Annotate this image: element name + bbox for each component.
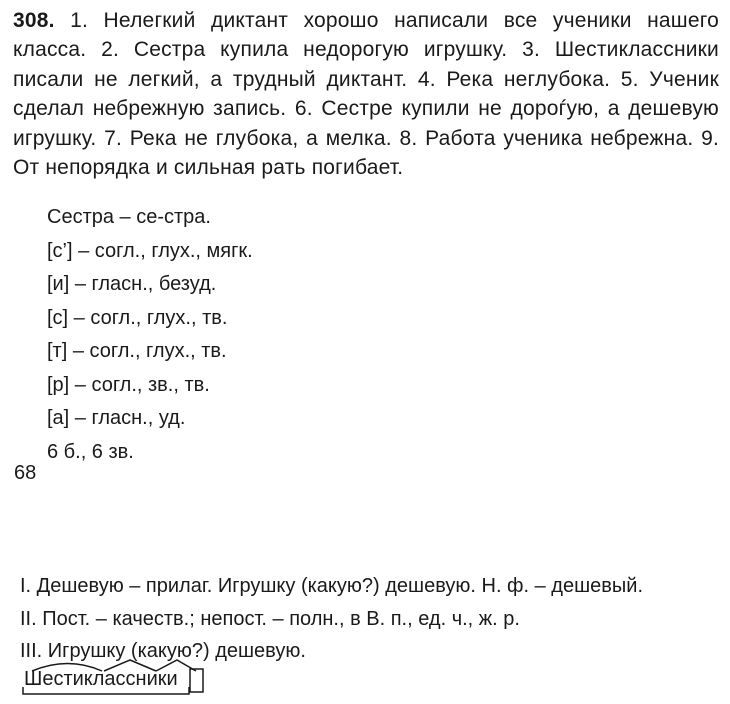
word-composition-scheme <box>20 657 220 697</box>
phonetic-line: [и] – гласн., безуд. <box>47 273 217 295</box>
parsing-line: I. Дешевую – прилаг. Игрушку (какую?) дешевую. Н. ф. – дешевый. <box>20 575 643 597</box>
exercise-text: 1. Нелегкий диктант хорошо написали все ученики нашего класса. 2. Сестра купила недорогую игрушку. 3. Шестиклассники писали не легкий, а трудный диктант. 4. Река неглубока. 5. Ученик сделал небрежную запись. 6. Сестре купили не дороѓую, а дешевую игрушку. 7. Река не глубока, а мелка. 8. Работа ученика небрежна. 9. От непорядка и сильная рать погибает. <box>13 9 719 180</box>
ending-box <box>190 669 203 692</box>
exercise-number: 308. <box>13 9 55 32</box>
phonetic-analysis <box>47 201 253 469</box>
phonetic-line: [т] – согл., глух., тв. <box>47 340 227 362</box>
phonetic-line: [с’] – согл., глух., мягк. <box>47 239 253 262</box>
suffix-mark <box>104 660 156 671</box>
stem-bracket <box>23 687 189 694</box>
phonetic-line: [а] – гласн., уд. <box>47 407 186 429</box>
morpheme-marks <box>20 657 220 697</box>
phonetic-line: [р] – согл., зв., тв. <box>47 373 210 396</box>
exercise-paragraph <box>13 6 719 182</box>
root-arc <box>32 664 102 672</box>
parsing-line: II. Пост. – качеств.; непост. – полн., в В. п., ед. ч., ж. р. <box>20 607 520 630</box>
phonetic-line: 6 б., 6 зв. <box>47 440 134 463</box>
parsing-line: III. Игрушку (какую?) дешевую. <box>20 640 306 662</box>
scheme-word: Шестиклассники <box>24 668 178 690</box>
morphological-parsing <box>20 570 643 668</box>
phonetic-line: Сестра – се-стра. <box>47 206 211 228</box>
phonetic-line: [с] – согл., глух., тв. <box>47 306 228 329</box>
page-number: 68 <box>14 462 37 484</box>
